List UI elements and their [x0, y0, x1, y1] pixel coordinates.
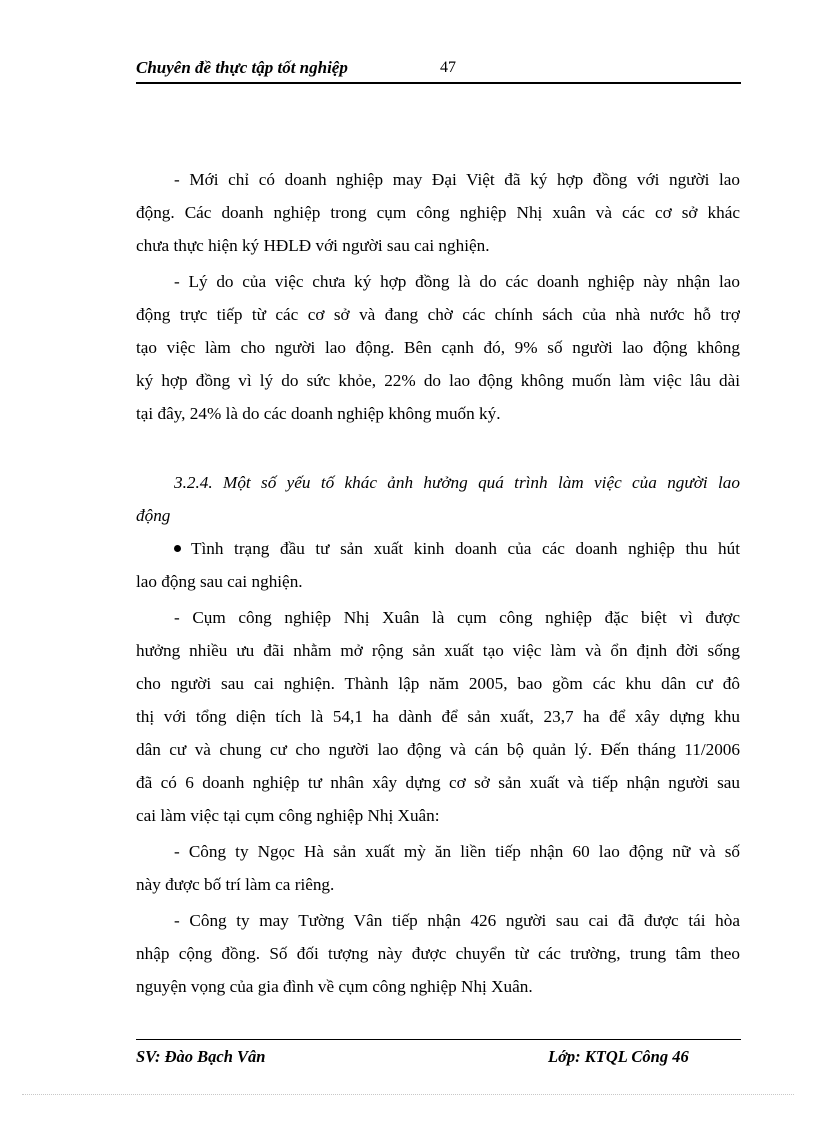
paragraph — [136, 163, 740, 262]
page-number: 47 — [440, 59, 456, 76]
bullet-text: Tình trạng đầu tư sản xuất kinh doanh của các doanh nghiệp thu hút — [191, 539, 740, 558]
text-line: động trực tiếp từ các cơ sở và đang chờ các chính sách của nhà nước hỗ trợ — [136, 305, 740, 324]
student-name: SV: Đào Bạch Vân — [136, 1047, 266, 1066]
text-line: tại đây, 24% là do các doanh nghiệp không muốn ký. — [136, 404, 501, 423]
page-bottom-divider — [22, 1094, 794, 1095]
page-body — [136, 163, 740, 1003]
text-line: - Cụm công nghiệp Nhị Xuân là cụm công nghiệp đặc biệt vì được — [174, 608, 740, 627]
text-line: - Mới chỉ có doanh nghiệp may Đại Việt đã ký hợp đồng với người lao — [174, 170, 740, 189]
heading-line: động — [136, 506, 171, 525]
paragraph — [136, 904, 740, 1003]
text-line: - Công ty may Tường Vân tiếp nhận 426 người sau cai đã được tái hòa — [174, 911, 740, 930]
text-line: dân cư và chung cư cho người lao động và cán bộ quản lý. Đến tháng 11/2006 — [136, 740, 740, 759]
text-line: cho người sau cai nghiện. Thành lập năm 2005, bao gồm các khu dân cư đô — [136, 674, 740, 693]
section-heading — [136, 466, 740, 532]
text-line: nguyện vọng của gia đình về cụm công nghiệp Nhị Xuân. — [136, 977, 533, 996]
paragraph — [136, 265, 740, 430]
text-line: - Lý do của việc chưa ký hợp đồng là do các doanh nghiệp này nhận lao — [174, 272, 740, 291]
paragraph — [136, 835, 740, 901]
text-line: lao động sau cai nghiện. — [136, 572, 303, 591]
paragraph — [136, 601, 740, 832]
bullet-icon — [174, 545, 181, 552]
text-line: động. Các doanh nghiệp trong cụm công nghiệp Nhị xuân và các cơ sở khác — [136, 203, 740, 222]
class-name: Lớp: KTQL Công 46 — [548, 1047, 689, 1066]
text-line: cai làm việc tại cụm công nghiệp Nhị Xuân: — [136, 806, 440, 825]
page-footer — [136, 1039, 741, 1066]
text-line: - Công ty Ngọc Hà sản xuất mỳ ăn liền tiếp nhận 60 lao động nữ và số — [174, 842, 740, 861]
text-line: chưa thực hiện ký HĐLĐ với người sau cai nghiện. — [136, 236, 490, 255]
text-line: nhập cộng đồng. Số đối tượng này được chuyển từ các trường, trung tâm theo — [136, 944, 740, 963]
text-line: ký hợp đồng vì lý do sức khỏe, 22% do lao động không muốn làm việc lâu dài — [136, 371, 740, 390]
text-line: này được bố trí làm ca riêng. — [136, 875, 335, 894]
heading-line: 3.2.4. Một số yếu tố khác ảnh hưởng quá trình làm việc của người lao — [174, 473, 740, 492]
text-line: đã có 6 doanh nghiệp tư nhân xây dựng cơ sở sản xuất và tiếp nhận người sau — [136, 773, 740, 792]
document-title: Chuyên đề thực tập tốt nghiệp — [136, 58, 348, 77]
page-header — [136, 58, 741, 84]
bullet-paragraph — [136, 532, 740, 598]
text-line: thị với tổng diện tích là 54,1 ha dành để sản xuất, 23,7 ha để xây dựng khu — [136, 707, 740, 726]
text-line: hưởng nhiều ưu đãi nhằm mở rộng sản xuất tạo việc làm và ổn định đời sống — [136, 641, 740, 660]
bullet-line — [136, 532, 740, 565]
text-line: tạo việc làm cho người lao động. Bên cạnh đó, 9% số người lao động không — [136, 338, 740, 357]
